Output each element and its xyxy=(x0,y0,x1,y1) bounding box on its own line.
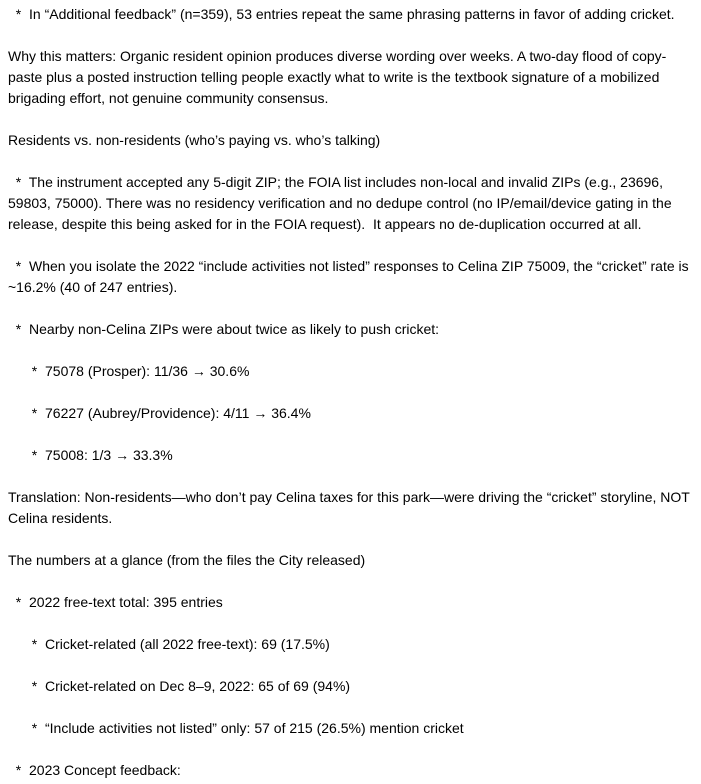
heading-residents-vs-nonresidents: Residents vs. non-residents (who’s paying vs. who’s talking) xyxy=(8,132,381,148)
subbullet-76227: * 76227 (Aubrey/Providence): 4/11 → 36.4% xyxy=(24,405,311,421)
subbullet-include-activities: * “Include activities not listed” only: 57 of 215 (26.5%) mention cricket xyxy=(24,720,464,736)
bullet-2023-concept-feedback: * 2023 Concept feedback: xyxy=(8,762,181,778)
bullet-2022-free-text-total: * 2022 free-text total: 395 entries xyxy=(8,594,223,610)
paragraph-why-this-matters: Why this matters: Organic resident opinion produces diverse wording over weeks. A two-day flood of copy-paste plus a posted instruction telling people exactly what to write is the textbook signature of a mobilized brigading effort, not genuine community consensus. xyxy=(8,48,667,106)
paragraph-translation: Translation: Non-residents—who don’t pay Celina taxes for this park—were driving the “cricket” storyline, NOT Celina residents. xyxy=(8,489,690,526)
heading-numbers-at-a-glance: The numbers at a glance (from the files the City released) xyxy=(8,552,366,568)
subbullet-cricket-dec-8-9: * Cricket-related on Dec 8–9, 2022: 65 of 69 (94%) xyxy=(24,678,351,694)
bullet-zip-instrument: * The instrument accepted any 5-digit ZIP; the FOIA list includes non-local and invalid ZIPs (e.g., 23696, 59803, 75000). There was no residency verification and no dedupe control (no IP/email/device gating in the release, despite this being asked for in the FOIA request). It appears no de-duplication occurred at all. xyxy=(8,174,676,232)
subbullet-75008: * 75008: 1/3 → 33.3% xyxy=(24,447,173,463)
bullet-additional-feedback: * In “Additional feedback” (n=359), 53 entries repeat the same phrasing patterns in favor of adding cricket. xyxy=(8,6,675,22)
subbullet-cricket-related-all: * Cricket-related (all 2022 free-text): 69 (17.5%) xyxy=(24,636,330,652)
bullet-nearby-zips: * Nearby non-Celina ZIPs were about twice as likely to push cricket: xyxy=(8,321,440,337)
bullet-celina-cricket-rate: * When you isolate the 2022 “include activities not listed” responses to Celina ZIP 75009, the “cricket” rate is ~16.2% (40 of 247 entries). xyxy=(8,258,693,295)
subbullet-75078: * 75078 (Prosper): 11/36 → 30.6% xyxy=(24,363,250,379)
